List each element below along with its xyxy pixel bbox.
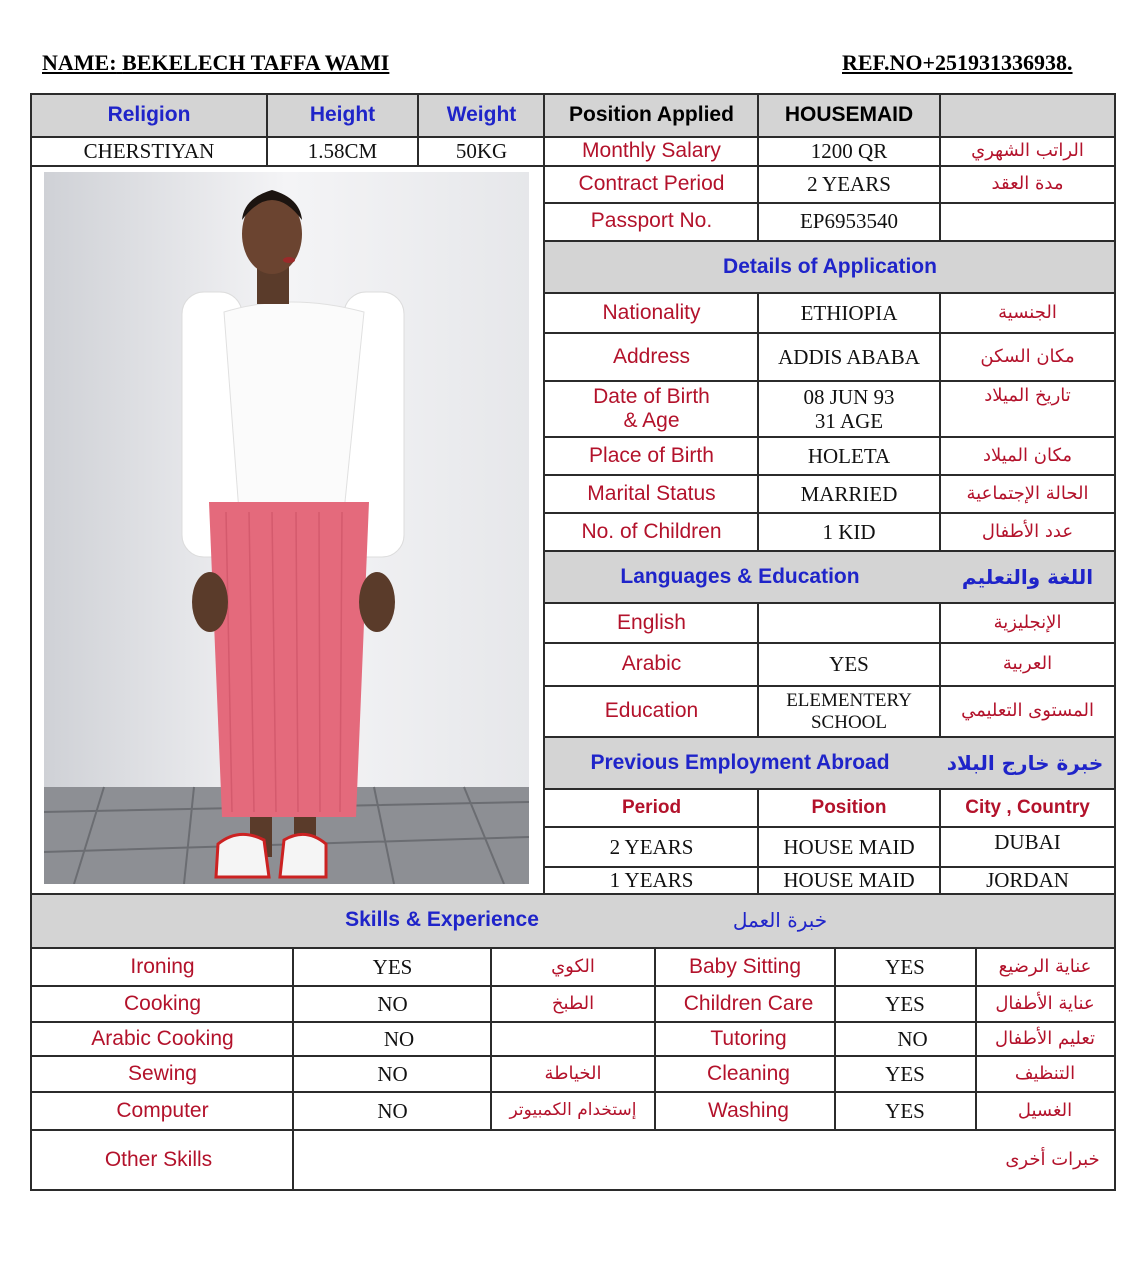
grid-line — [543, 292, 1116, 294]
grid-line — [543, 788, 1116, 790]
height-header: Height — [309, 102, 376, 126]
religion-header: Religion — [107, 102, 191, 126]
employment-period-header: Period — [621, 797, 682, 819]
grid-line — [30, 1129, 1116, 1131]
grid-line — [30, 136, 1116, 138]
skill-arabic-cooking-value: NO — [383, 1026, 415, 1051]
languages-title: Languages & Education — [620, 564, 860, 588]
other-skills-arabic: خبرات أخرى — [1005, 1148, 1100, 1170]
languages-title-arabic: اللغة والتعليم — [961, 564, 1094, 589]
address-value: ADDIS ABABA — [778, 344, 920, 369]
employment-row-2-period: 1 YEARS — [609, 867, 694, 892]
dob-arabic: تاريخ الميلاد — [984, 384, 1071, 406]
table-border-bottom — [30, 1189, 1116, 1191]
skill-sewing-arabic: الخياطة — [544, 1062, 602, 1084]
grid-line — [543, 436, 1116, 438]
other-skills-value — [294, 1130, 974, 1190]
employment-row-1-period: 2 YEARS — [609, 834, 694, 859]
skill-washing-value: YES — [885, 1098, 925, 1123]
grid-line — [543, 550, 1116, 552]
dob-label: Date of Birth & Age — [593, 384, 710, 432]
skill-baby-sitting-arabic: عناية الرضيع — [998, 955, 1092, 977]
contract-label: Contract Period — [578, 171, 725, 195]
height-value: 1.58CM — [307, 138, 378, 163]
nationality-arabic: الجنسية — [998, 301, 1057, 323]
employment-place-header: City , Country — [965, 797, 1090, 819]
skill-cooking-label: Cooking — [123, 991, 202, 1015]
grid-line — [543, 642, 1116, 644]
grid-line — [543, 380, 1116, 382]
skill-baby-sitting-label: Baby Sitting — [688, 954, 802, 978]
grid-line — [939, 789, 941, 894]
grid-line — [543, 685, 1116, 687]
skill-computer-arabic: إستخدام الكمبيوتر — [509, 1100, 637, 1121]
pob-arabic: مكان الميلاد — [982, 444, 1073, 466]
grid-line — [30, 947, 1116, 949]
grid-line — [30, 893, 1116, 895]
skill-children-care-value: YES — [885, 991, 925, 1016]
arabic-arabic: العربية — [1002, 653, 1053, 675]
skill-washing-arabic: الغسيل — [1017, 1099, 1073, 1121]
address-arabic: مكان السكن — [980, 345, 1075, 367]
skill-children-care-arabic: عناية الأطفال — [995, 992, 1095, 1014]
skill-sewing-label: Sewing — [128, 1061, 197, 1085]
skill-children-care-label: Children Care — [683, 991, 814, 1015]
grid-line — [543, 93, 545, 894]
other-skills-label: Other Skills — [104, 1147, 213, 1171]
grid-line — [543, 332, 1116, 334]
address-label: Address — [612, 344, 691, 368]
details-title: Details of Application — [723, 254, 937, 278]
english-value — [758, 603, 940, 643]
skill-ironing-label: Ironing — [130, 954, 195, 978]
skills-title: Skills & Experience — [345, 908, 539, 932]
grid-line — [266, 93, 268, 166]
skill-cleaning-label: Cleaning — [707, 1061, 790, 1085]
marital-label: Marital Status — [587, 481, 716, 505]
grid-line — [543, 602, 1116, 604]
grid-line — [757, 93, 759, 241]
table-border-left — [30, 93, 32, 1191]
grid-line — [30, 165, 546, 167]
religion-value: CHERSTIYAN — [83, 138, 215, 163]
skill-computer-value: NO — [377, 1098, 408, 1123]
employment-position-header: Position — [811, 797, 887, 819]
skill-ironing-arabic: الكوي — [551, 955, 595, 977]
skill-cooking-arabic: الطبخ — [551, 992, 595, 1014]
skill-sewing-value: NO — [377, 1061, 408, 1086]
grid-line — [757, 789, 759, 894]
skill-computer-label: Computer — [116, 1098, 209, 1122]
grid-line — [292, 947, 294, 1190]
position-applied-value: HOUSEMAID — [784, 102, 914, 126]
education-arabic: المستوى التعليمي — [961, 700, 1094, 722]
grid-line — [654, 947, 656, 1130]
weight-header: Weight — [446, 102, 517, 126]
grid-line — [543, 826, 1116, 828]
weight-value: 50KG — [455, 138, 508, 163]
skill-baby-sitting-value: YES — [885, 954, 925, 979]
skill-cooking-value: NO — [377, 991, 408, 1016]
skill-tutoring-arabic: تعليم الأطفال — [994, 1027, 1096, 1049]
employment-row-2-place: JORDAN — [986, 867, 1069, 892]
skill-ironing-value: YES — [372, 954, 413, 979]
skills-title-arabic: خبرة العمل — [732, 908, 828, 932]
children-arabic: عدد الأطفال — [981, 520, 1074, 542]
employment-title: Previous Employment Abroad — [590, 750, 890, 774]
english-label: English — [617, 610, 686, 634]
skill-cleaning-arabic: التنظيف — [1014, 1062, 1076, 1084]
dob-value: 08 JUN 93 31 AGE — [803, 384, 895, 433]
position-applied-header: Position Applied — [569, 102, 734, 126]
marital-arabic: الحالة الإجتماعية — [966, 482, 1089, 504]
employment-row-1-position: HOUSE MAID — [783, 834, 915, 859]
pob-label: Place of Birth — [589, 443, 714, 467]
passport-label: Passport No. — [590, 209, 713, 233]
grid-line — [30, 1091, 1116, 1093]
grid-line — [417, 93, 419, 166]
nationality-value: ETHIOPIA — [800, 300, 898, 325]
children-value: 1 KID — [822, 519, 876, 544]
grid-line — [975, 947, 977, 1130]
contract-arabic: مدة العقد — [991, 172, 1064, 194]
grid-line — [543, 240, 1116, 242]
grid-line — [834, 947, 836, 1130]
table-border-top — [30, 93, 1116, 95]
salary-arabic: الراتب الشهري — [971, 139, 1084, 161]
grid-line — [543, 474, 1116, 476]
employment-row-2-position: HOUSE MAID — [783, 867, 915, 892]
skill-arabic-cooking-label: Arabic Cooking — [91, 1026, 234, 1050]
grid-line — [543, 736, 1116, 738]
nationality-label: Nationality — [602, 300, 701, 324]
grid-line — [30, 1021, 1116, 1023]
salary-value: 1200 QR — [810, 138, 888, 163]
skill-tutoring-value: NO — [897, 1026, 928, 1051]
education-label: Education — [604, 699, 699, 723]
marital-value: MARRIED — [800, 481, 898, 506]
skill-washing-label: Washing — [708, 1098, 789, 1122]
grid-line — [490, 947, 492, 1130]
candidate-photo — [44, 172, 529, 884]
education-value: ELEMENTERY SCHOOL — [786, 689, 912, 733]
arabic-label: Arabic — [621, 652, 682, 676]
grid-line — [543, 202, 1116, 204]
employment-title-arabic: خبرة خارج البلاد — [946, 750, 1104, 775]
english-arabic: الإنجليزية — [993, 611, 1062, 633]
grid-line — [757, 603, 759, 737]
children-label: No. of Children — [581, 519, 722, 543]
skill-arabic-cooking-arabic — [491, 1022, 655, 1056]
grid-line — [543, 165, 1116, 167]
employment-row-1-place: DUBAI — [994, 829, 1061, 854]
grid-line — [543, 512, 1116, 514]
skill-tutoring-label: Tutoring — [710, 1026, 787, 1050]
arabic-value: YES — [829, 652, 869, 677]
candidate-name: NAME: BEKELECH TAFFA WAMI — [42, 50, 390, 75]
contract-value: 2 YEARS — [807, 171, 891, 196]
grid-line — [939, 603, 941, 737]
pob-value: HOLETA — [807, 443, 891, 468]
grid-line — [543, 866, 1116, 868]
skill-cleaning-value: YES — [885, 1061, 925, 1086]
passport-value: EP6953540 — [799, 209, 898, 234]
grid-line — [30, 1055, 1116, 1057]
grid-line — [939, 93, 941, 241]
salary-label: Monthly Salary — [582, 138, 721, 162]
reference-number: REF.NO+251931336938. — [842, 50, 1073, 75]
grid-line — [30, 985, 1116, 987]
